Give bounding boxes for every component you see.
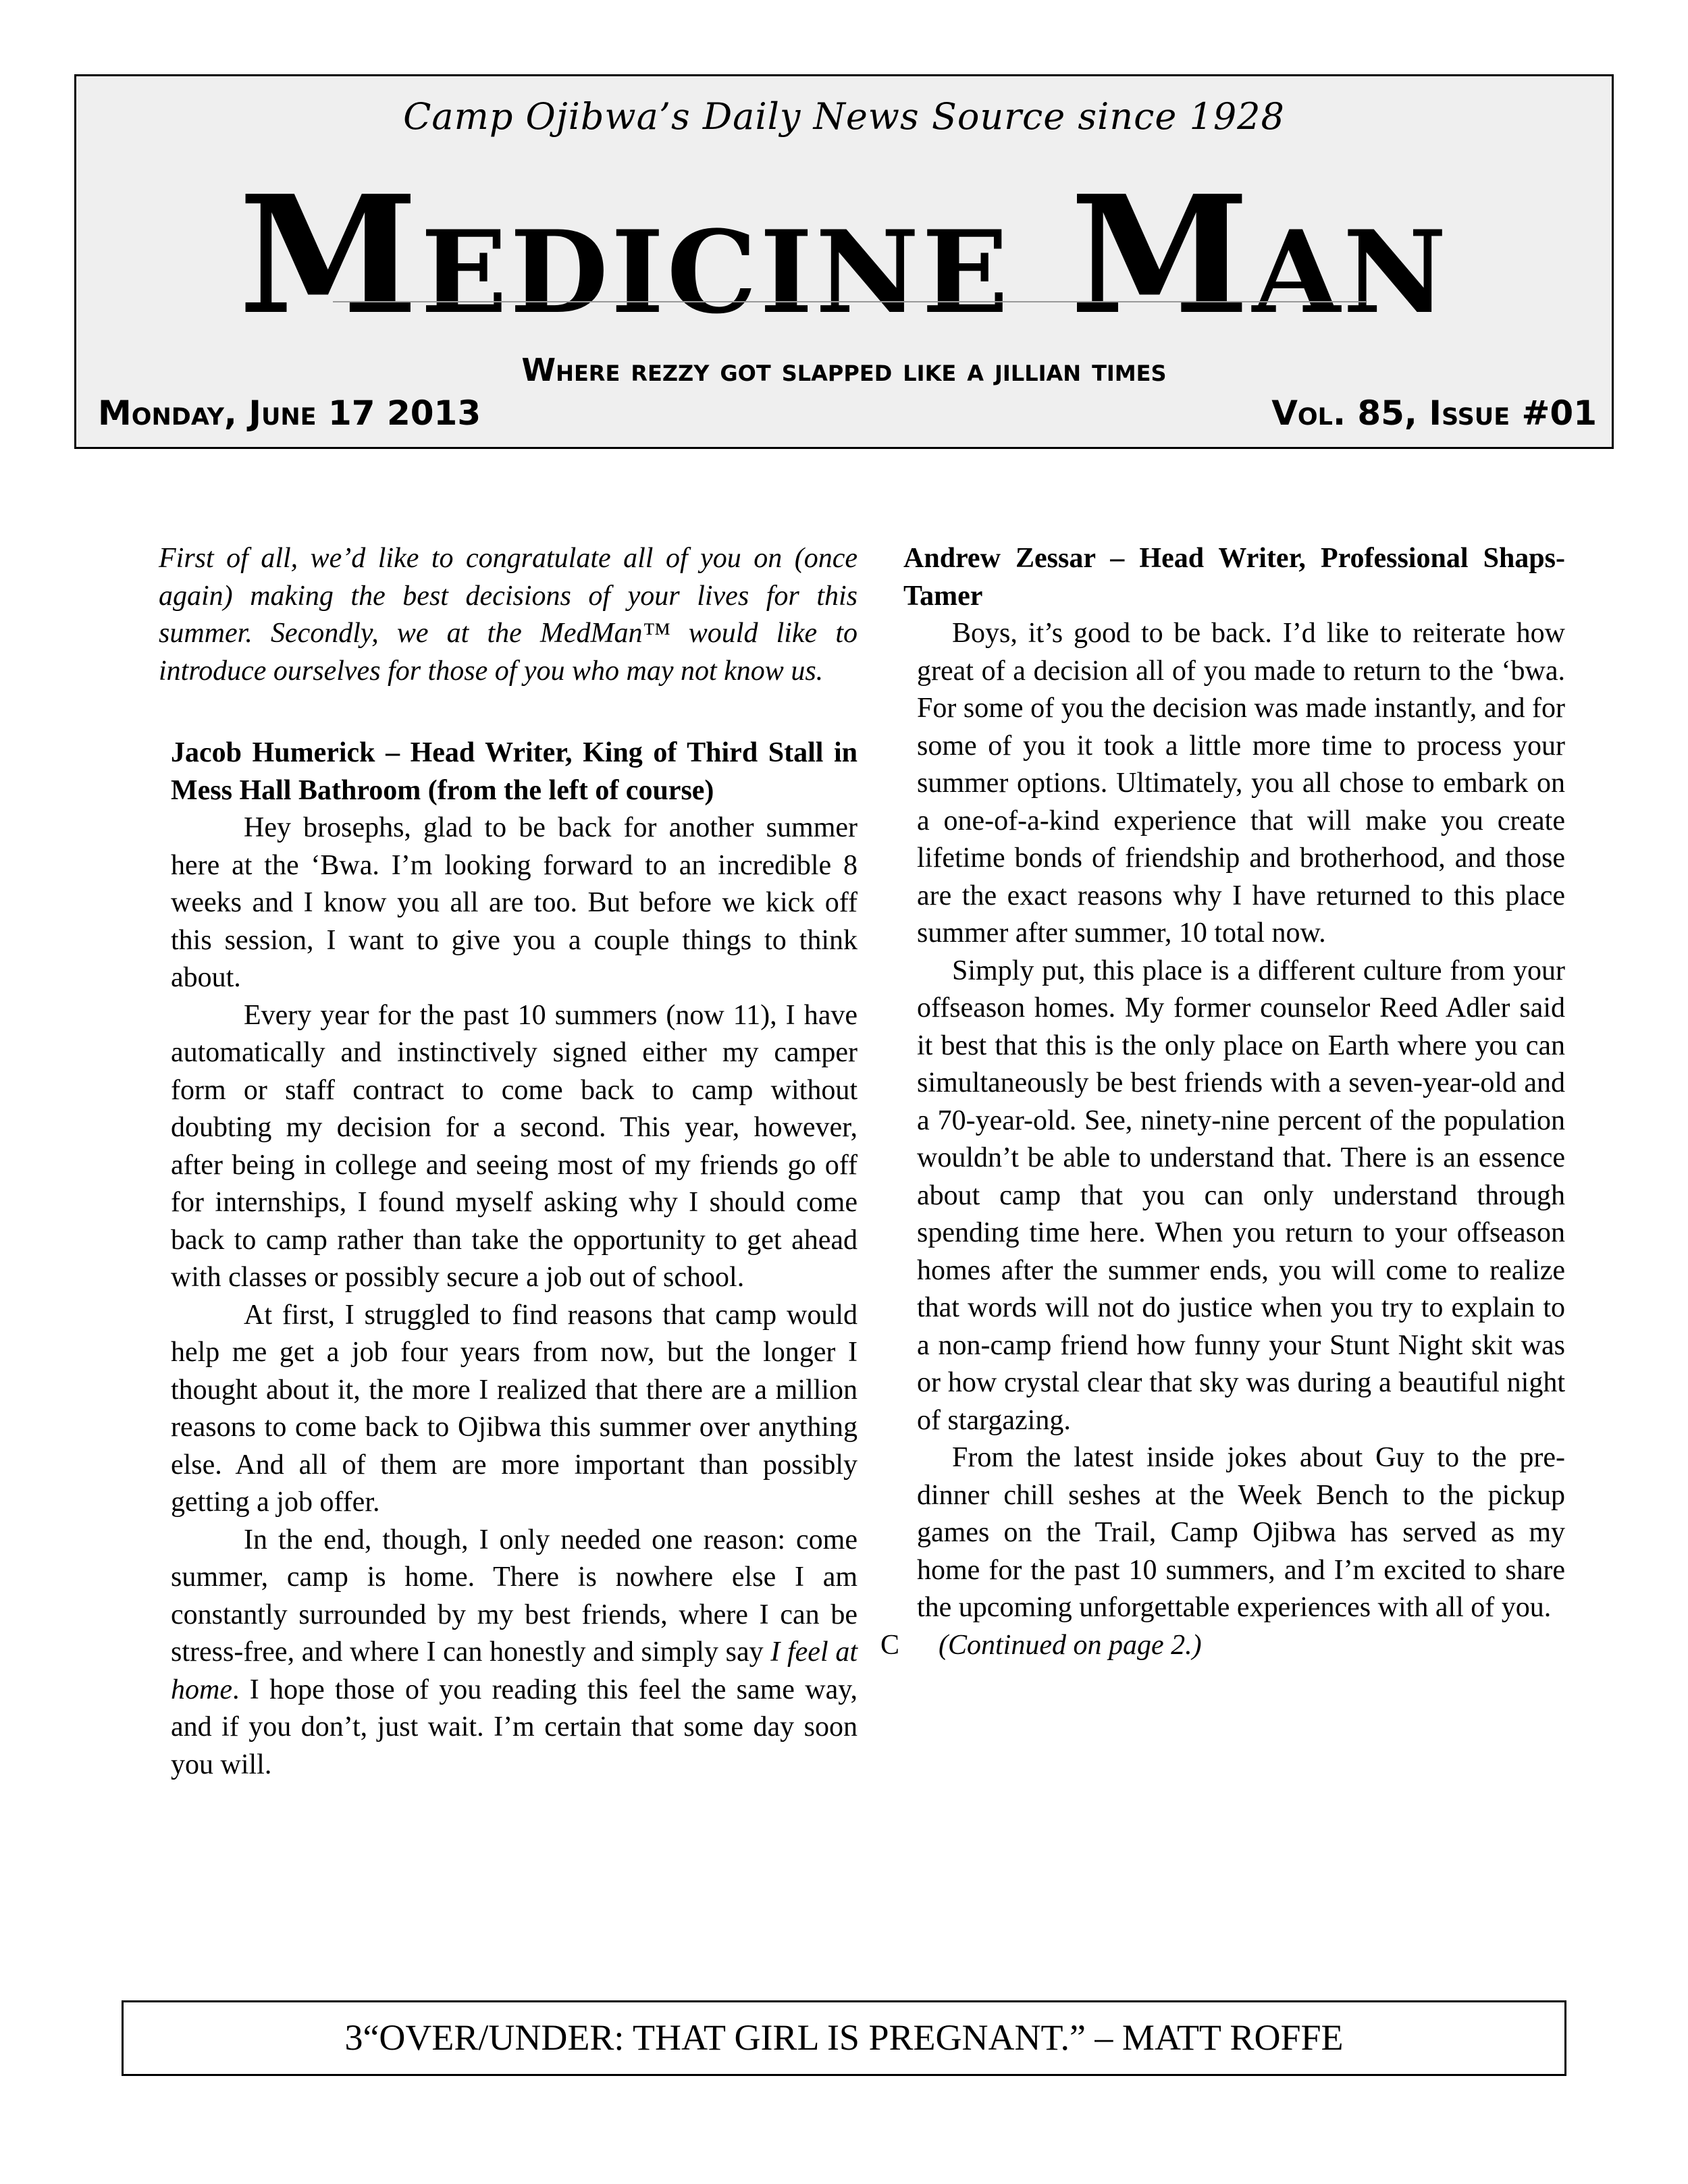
byline-andrew-zessar: Andrew Zessar – Head Writer, Professional Shaps-Tamer	[903, 543, 1565, 612]
paragraph-text: . I hope those of you reading this feel the same way, and if you don’t, just wait. I’m certain that some day soon you will.	[171, 1674, 858, 1780]
volume-issue: Vol. 85, Issue #01	[1271, 394, 1597, 433]
article-paragraph: Simply put, this place is a different culture from your offseason homes. My former counselor Reed Adler said it best that this is the only place on Earth where you can simultaneously be best friends with a seven-year-old and a 70-year-old. See, ninety-nine percent of the population wouldn’t be able to understand that. There is an essence about camp that you can only understand through spending time here. When you return to your offseason homes after the summer ends, you will come to realize that words will not do justice when you try to explain to a non-camp friend how funny your Stunt Night skit was or how crystal clear that sky was during a beautiful night of stargazing.	[917, 955, 1565, 1436]
masthead	[74, 74, 1614, 449]
newspaper-title: Medicine Man	[238, 160, 1450, 350]
byline-jacob-humerick: Jacob Humerick – Head Writer, King of Third Stall in Mess Hall Bathroom (from the left of course)	[171, 737, 858, 806]
right-column	[880, 540, 1565, 1664]
article-paragraph: Every year for the past 10 summers (now 11), I have automatically and instinctively signed either my camper form or staff contract to come back to camp without doubting my decision for a second. This year, however, after being in college and seeing most of my friends go off for internships, I found myself asking why I should come back to camp rather than take the opportunity to get ahead with classes or possibly secure a job out of school.	[171, 999, 858, 1293]
continued-marker: C	[880, 1629, 900, 1661]
left-column	[159, 540, 858, 1784]
quote-of-the-day: 3“OVER/UNDER: THAT GIRL IS PREGNANT.” – MATT ROFFE	[122, 2000, 1566, 2076]
article-paragraph	[159, 1522, 858, 1784]
article-paragraph: Hey brosephs, glad to be back for another summer here at the ‘Bwa. I’m looking forward to an incredible 8 weeks and I know you all are too. But before we kick off this session, I want to give you a couple things to think about.	[171, 812, 858, 993]
subtitle: Where rezzy got slapped like a jillian times	[521, 352, 1167, 388]
article-paragraph: From the latest inside jokes about Guy to the pre-dinner chill seshes at the Week Bench to the pickup games on the Trail, Camp Ojibwa has served as my home for the past 10 summers, and I’m excited to share the upcoming unforgettable experiences with all of you.	[917, 1442, 1565, 1623]
intro-paragraph: First of all, we’d like to congratulate all of you on (once again) making the best decisions of your lives for this summer. Secondly, we at the MedMan™ would like to introduce ourselves for those of you who may not know us.	[159, 543, 858, 687]
continued-note	[880, 1627, 1565, 1665]
tagline: Camp Ojibwa’s Daily News Source since 1928	[403, 95, 1285, 138]
title-underline	[333, 301, 1366, 302]
paragraph-text: In the end, though, I only needed one reason: come summer, camp is home. There is nowhere else I am constantly surrounded by my best friends, where I can be stress-free, and where I can honestly and simply say	[171, 1524, 858, 1668]
article-paragraph: Boys, it’s good to be back. I’d like to reiterate how great of a decision all of you made to return to the ‘bwa. For some of you the decision was made instantly, and for some of you it took a little more time to process your summer options. Ultimately, you all chose to embark on a one-of-a-kind experience that will make you create lifetime bonds of friendship and brotherhood, and those are the exact reasons why I have returned to this place summer after summer, 10 total now.	[917, 618, 1565, 949]
emphasis-text: I feel at home	[171, 1636, 858, 1705]
continued-text: (Continued on page 2.)	[939, 1629, 1202, 1661]
article-paragraph: At first, I struggled to find reasons that camp would help me get a job four years from now, but the longer I thought about it, the more I realized that there are a million reasons to come back to Ojibwa this summer over anything else. And all of them are more important than possibly getting a job offer.	[171, 1299, 858, 1518]
issue-date: Monday, June 17 2013	[98, 394, 481, 433]
